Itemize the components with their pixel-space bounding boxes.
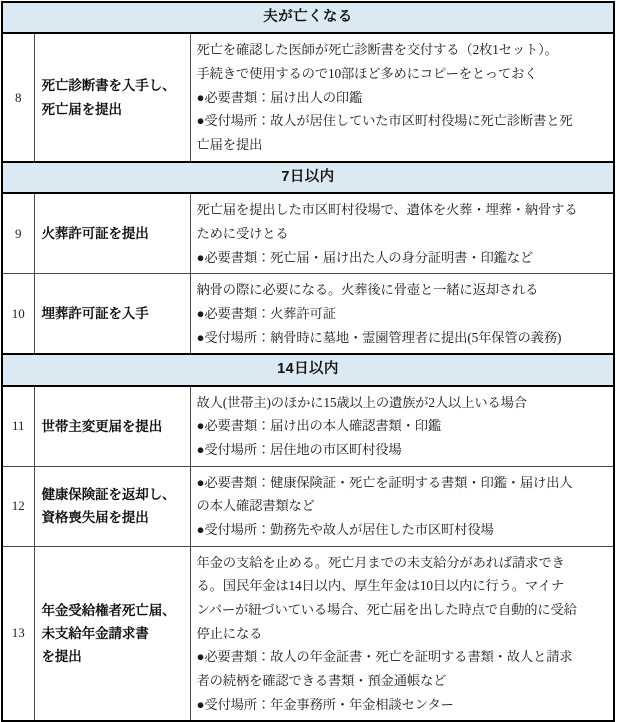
row-number: 13: [2, 546, 34, 721]
row-description-line: 死亡を確認した医師が死亡診断書を交付する（2枚1セット）。: [196, 42, 558, 58]
section-heading: 7日以内: [2, 162, 614, 193]
section-heading: 夫が亡くなる: [2, 2, 614, 33]
row-description-line: 亡届を提出: [196, 137, 263, 153]
row-description-line: 死亡届を提出した市区町村役場で、遺体を火葬・埋葬・納骨する: [196, 202, 578, 218]
row-description-line: ●受付場所：年金事務所・年金相談センター: [196, 696, 454, 712]
row-description-line: ●受付場所：納骨時に墓地・霊園管理者に提出(5年保管の義務): [196, 329, 562, 345]
row-title: [34, 386, 190, 466]
section-header-row: [2, 2, 614, 33]
row-description-line: 者の続柄を確認できる書類・預金通帳など: [196, 672, 447, 688]
row-description-line: 年金の支給を止める。死亡月までの未支給分があれば請求でき: [196, 554, 565, 570]
row-description-line: る。国民年金は14日以内、厚生年金は10日以内に行う。マイナ: [196, 578, 565, 594]
section-heading: 14日以内: [2, 354, 614, 385]
row-number: 12: [2, 466, 34, 546]
procedures-table: [1, 1, 615, 722]
row-description: [190, 274, 614, 354]
row-description-line: ●受付場所：居住地の市区町村役場: [196, 441, 402, 457]
row-description-line: 納骨の際に必要になる。火葬後に骨壺と一緒に返却される: [196, 282, 539, 298]
row-description-line: ●必要書類：火葬許可証: [196, 305, 336, 321]
row-number: 9: [2, 193, 34, 273]
table-row: [2, 546, 614, 721]
row-description: [190, 193, 614, 273]
row-description: [190, 546, 614, 721]
row-title: [34, 33, 190, 161]
table-row: [2, 33, 614, 161]
row-title-line: 資格喪失届を提出: [41, 510, 149, 526]
row-title: [34, 274, 190, 354]
row-title-line: 年金受給権者死亡届、: [41, 602, 176, 618]
row-title-line: 健康保険証を返却し、: [41, 486, 176, 502]
table-row: [2, 193, 614, 273]
row-description-line: ●必要書類：死亡届・届け出た人の身分証明書・印鑑など: [196, 249, 534, 265]
row-title: [34, 193, 190, 273]
row-description: [190, 386, 614, 466]
row-description-line: ●必要書類：届け出人の印鑑: [196, 89, 363, 105]
row-title-line: 死亡診断書を入手し、: [41, 78, 176, 94]
row-description-line: ●受付場所：勤務先や故人が居住した市区町村役場: [196, 521, 494, 537]
row-title-line: 世帯主変更届を提出: [41, 418, 163, 434]
row-description-line: ために受けとる: [196, 225, 289, 241]
row-title-line: 火葬許可証を提出: [41, 226, 149, 242]
table-body: [2, 2, 614, 721]
row-title-line: を提出: [41, 648, 82, 664]
row-description-line: ●必要書類：故人の年金証書・死亡を証明する書類・故人と請求: [196, 649, 573, 665]
row-title-line: 埋葬許可証を入手: [41, 306, 149, 322]
row-description-line: 故人(世帯主)のほかに15歳以上の遺族が2人以上いる場合: [196, 394, 527, 410]
row-title-line: 未支給年金請求書: [41, 625, 149, 641]
row-title: [34, 546, 190, 721]
row-number: 11: [2, 386, 34, 466]
row-description: [190, 466, 614, 546]
row-number: 8: [2, 33, 34, 161]
section-header-row: [2, 354, 614, 385]
row-title: [34, 466, 190, 546]
row-description-line: ●必要書類：健康保険証・死亡を証明する書類・印鑑・届け出人: [196, 474, 573, 490]
row-description-line: ンバーが紐づいている場合、死亡届を出した時点で自動的に受給: [196, 601, 577, 617]
table-row: [2, 274, 614, 354]
row-description: [190, 33, 614, 161]
table-row: [2, 386, 614, 466]
row-description-line: 手続きで使用するので10部ほど多めにコピーをとっておく: [196, 66, 538, 82]
row-description-line: 停止になる: [196, 625, 263, 641]
section-header-row: [2, 162, 614, 193]
row-description-line: ●受付場所：故人が居住していた市区町村役場に死亡診断書と死: [196, 113, 573, 129]
row-description-line: ●必要書類：届け出の本人確認書類・印鑑: [196, 418, 442, 434]
row-title-line: 死亡届を提出: [41, 101, 122, 117]
row-number: 10: [2, 274, 34, 354]
table-row: [2, 466, 614, 546]
row-description-line: の本人確認書類など: [196, 498, 315, 514]
